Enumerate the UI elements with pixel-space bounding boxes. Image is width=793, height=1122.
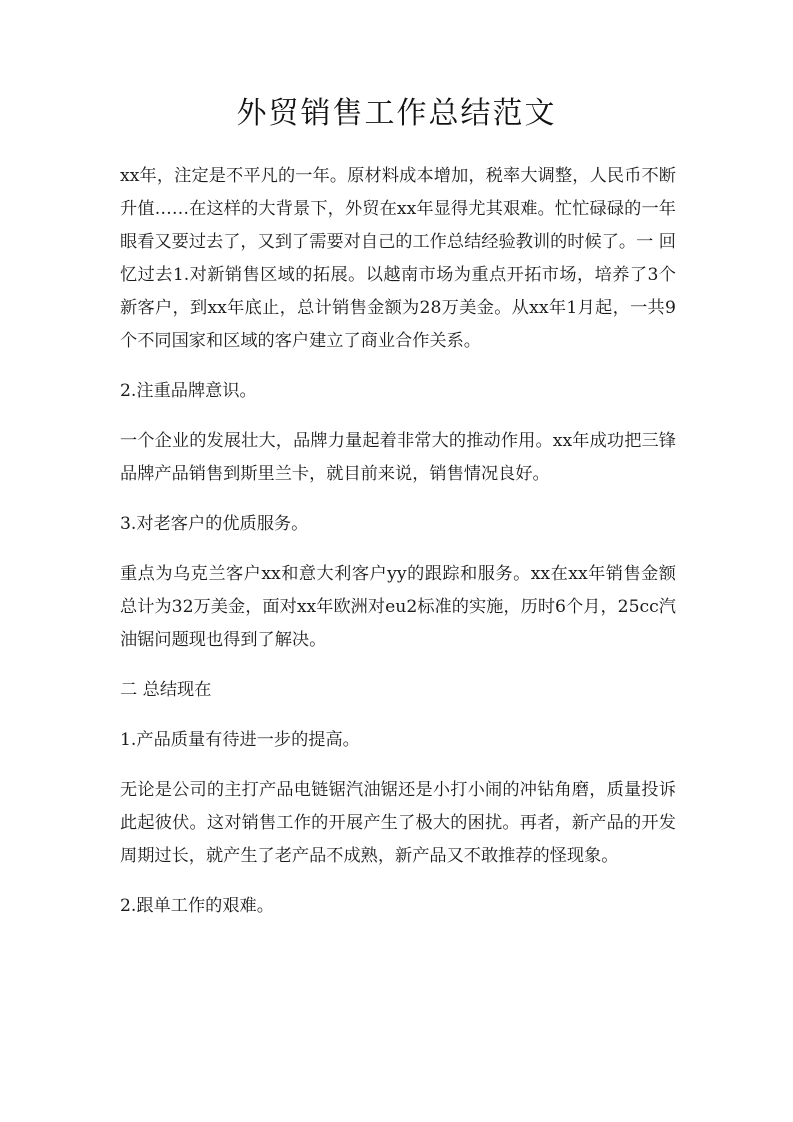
section-heading-present: 二 总结现在	[120, 680, 212, 700]
paragraph-brand-body: 一个企业的发展壮大，品牌力量起着非常大的推动作用。xx年成功把三锋品牌产品销售到斯里兰卡，就目前来说，销售情况良好。	[120, 431, 676, 484]
document-title: 外贸销售工作总结范文	[236, 96, 557, 131]
paragraph-service-heading: 3.对老客户的优质服务。	[120, 514, 309, 534]
paragraph-service-body: 重点为乌克兰客户xx和意大利客户yy的跟踪和服务。xx在xx年销售金额总计为32万美金，面对xx年欧洲对eu2标准的实施，历时6个月，25cc汽油锯问题现也得到了解决。	[120, 564, 676, 650]
document-body	[120, 160, 676, 940]
paragraph-quality-body: 无论是公司的主打产品电链锯汽油锯还是小打小闹的冲钻角磨，质量投诉此起彼伏。这对销售工作的开展产生了极大的困扰。再者，新产品的开发周期过长，就产生了老产品不成熟，新产品又不敢推荐的怪现象。	[120, 780, 676, 866]
paragraph-followup-heading: 2.跟单工作的艰难。	[120, 896, 274, 916]
paragraph-brand-heading: 2.注重品牌意识。	[120, 381, 257, 401]
paragraph-quality-heading: 1.产品质量有待进一步的提高。	[120, 730, 360, 750]
paragraph-intro: xx年，注定是不平凡的一年。原材料成本增加，税率大调整，人民币不断升值……在这样的大背景下，外贸在xx年显得尤其艰难。忙忙碌碌的一年眼看又要过去了，又到了需要对自己的工作总结经验教训的时候了。一 回忆过去1.对新销售区域的拓展。以越南市场为重点开拓市场，培养了3个新客户，到xx年底止，总计销售金额为28万美金。从xx年1月起，一共9个不同国家和区域的客户建立了商业合作关系。	[120, 166, 676, 351]
